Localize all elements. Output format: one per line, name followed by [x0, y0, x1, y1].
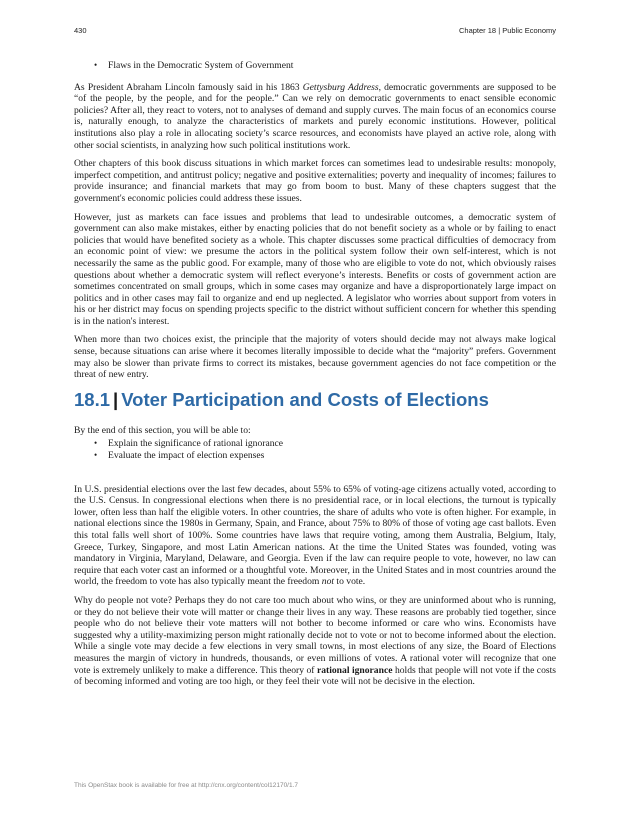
italic-title: Gettysburg Address: [302, 81, 379, 93]
section-separator: |: [113, 388, 119, 410]
section-number: 18.1: [74, 388, 111, 410]
intro-paragraph-2: Other chapters of this book discuss situations in which market forces can sometimes lead to undesirable results: monopoly, imperfect competition, and antitrust policy; negative and positive externalities; poverty and inequality of incomes; failures to provide insurance; and financial markets that may go from boom to bust. Many of these chapters suggest that the government's economic policies could address these issues.: [74, 158, 556, 204]
page-content: [74, 60, 556, 695]
page-footer: This OpenStax book is available for free at http://cnx.org/content/col12170/1.7: [74, 782, 299, 789]
intro-paragraph-3: However, just as markets can face issues and problems that lead to undesirable outcomes, a democratic system of government can also make mistakes, either by enacting policies that do not benefit society as a whole or by failing to enact policies that would have benefited society as a whole. This chapter discusses some practical difficulties of democracy from an economic point of view: we presume the actors in the political system follow their own self-interest, which is not necessarily the same as the public good. For example, many of those who are eligible to vote do not, which obviously raises questions about whether a democratic system will reflect everyone’s interests. Benefits or costs of government action are sometimes concentrated on small groups, which in some cases may organize and have a disproportionately large impact on politics and in other cases may fail to organize and end up neglected. A legislator who worries about support from voters in his or her district may focus on spending projects specific to the district without sufficient concern for whether this spending is in the nation's interest.: [74, 211, 556, 327]
page-number: 430: [74, 26, 87, 35]
section-title: Voter Participation and Costs of Elections: [121, 388, 489, 410]
italic-emphasis: not: [321, 576, 335, 588]
objectives-intro: By the end of this section, you will be able to:: [74, 424, 251, 436]
intro-bullet-list: [74, 60, 556, 72]
intro-paragraph-1: As President Abraham Lincoln famously said in his 1863 Gettysburg Address, democratic governments are supposed to be “of the people, by the people, and for the people.” Can we rely on democratic governments to enact sensible economic policies? After all, they react to voters, not to analyses of demand and supply curves. The main focus of an economics course is, naturally enough, to analyze the characteristics of markets and purely economic institutions. However, political institutions also play a role in allocating society’s scarce resources, and economists have played an active role, along with other social scientists, in analyzing how such political institutions work.: [74, 81, 556, 151]
section-heading: [74, 389, 556, 411]
page-header: [74, 26, 556, 35]
chapter-title: Chapter 18 | Public Economy: [459, 26, 556, 35]
list-item: • Flaws in the Democratic System of Government: [108, 60, 556, 72]
key-term: rational ignorance: [316, 664, 393, 676]
objectives-list: [74, 438, 556, 461]
intro-paragraph-4: When more than two choices exist, the principle that the majority of voters should decide may not always make logical sense, because situations can arise where it becomes literally impossible to decide what the “majority” prefers. Government may also be slower than private firms to correct its mistakes, because government agencies do not face competition or the threat of new entry.: [74, 334, 556, 381]
list-item: • Explain the significance of rational ignorance: [108, 438, 556, 450]
list-item: • Evaluate the impact of election expenses: [108, 450, 556, 462]
section-paragraph-1: In U.S. presidential elections over the last few decades, about 55% to 65% of voting-age citizens actually voted, according to the U.S. Census. In congressional elections when there is no presidential race, or in local elections, the turnout is typically lower, often less than half the eligible voters. In other countries, the share of adults who vote is often higher. For example, in national elections since the 1980s in Germany, Spain, and France, about 75% to 80% of those of voting age cast ballots. Even this total falls well short of 100%. Some countries have laws that require voting, among them Australia, Belgium, Italy, Greece, Turkey, Singapore, and most Latin American nations. At the time the United States was founded, voting was mandatory in Virginia, Maryland, Delaware, and Georgia. Even if the law can require people to vote, however, no law can require that each voter cast an informed or a thoughtful vote. Moreover, in the United States and in most countries around the world, the freedom to vote has also typically meant the freedom not to vote.: [74, 483, 556, 588]
section-paragraph-2: Why do people not vote? Perhaps they do not care too much about who wins, or they are uninformed about who is running, or they do not believe their vote will matter or change their lives in any way. These reasons are probably tied together, since people who do not believe their vote matters will not bother to become informed or care who wins. Economists have suggested why a utility-maximizing person might rationally decide not to vote or not to become informed about the election. While a single vote may decide a few elections in very small towns, in most elections of any size, the Board of Elections measures the margin of victory in hundreds, thousands, or even millions of votes. A rational voter will recognize that one vote is extremely unlikely to make a difference. This theory of rational ignorance holds that people will not vote if the costs of becoming informed and voting are too high, or they feel their vote will not be decisive in the election.: [74, 594, 556, 688]
